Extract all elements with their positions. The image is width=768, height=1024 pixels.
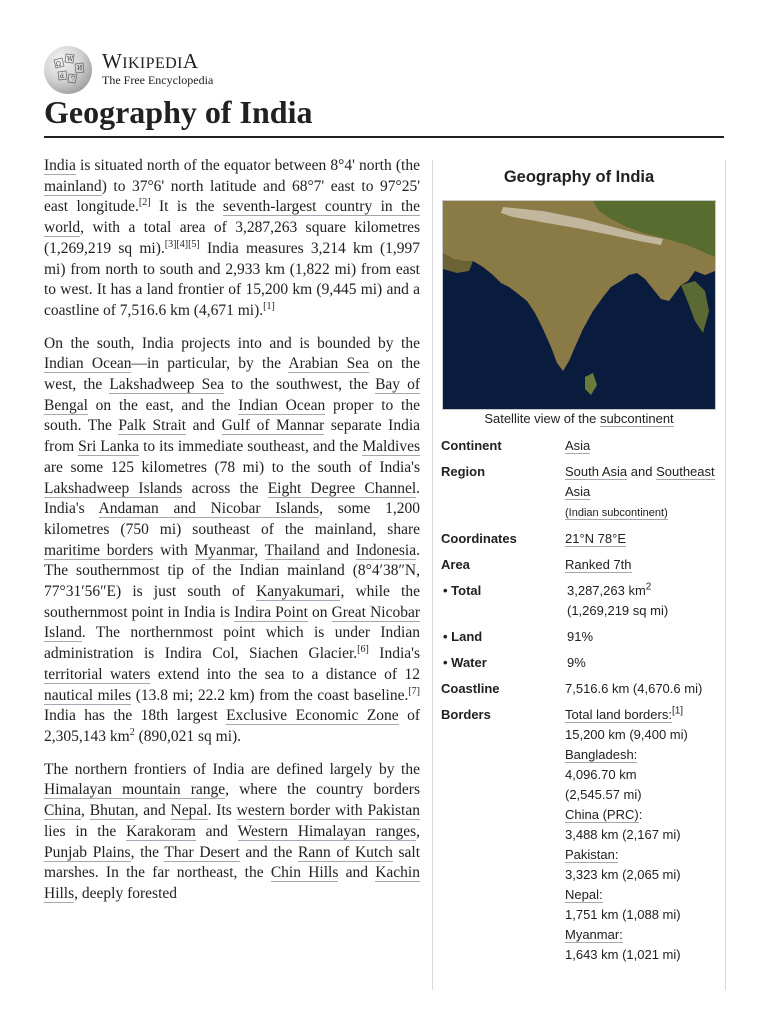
text-run: 4,096.70 km <box>565 767 637 782</box>
text-run: proper to the south. The <box>44 396 420 435</box>
page-title: Geography of India <box>44 92 724 138</box>
infobox-value <box>565 436 723 456</box>
infobox-value <box>565 462 723 523</box>
inline-link[interactable]: Chin Hills <box>270 864 339 882</box>
wikipedia-globe-logo[interactable] <box>44 46 92 94</box>
caption-prefix: Satellite view of the <box>484 411 600 426</box>
infobox-row <box>441 679 723 699</box>
inline-link[interactable]: nautical miles <box>44 686 132 704</box>
text-run: and <box>319 541 356 559</box>
inline-link[interactable]: Exclusive Economic Zone <box>226 707 399 725</box>
superscript: [3][4][5] <box>164 238 200 250</box>
inline-link[interactable]: territorial waters <box>44 665 151 683</box>
inline-link[interactable]: Nepal: <box>565 887 603 902</box>
inline-link[interactable]: Pakistan: <box>565 847 619 862</box>
text-run: ) to 37°6' north latitude and 68°7' east to 97°25' east longitude. <box>44 177 420 216</box>
text-run: 9% <box>567 655 586 670</box>
infobox-value <box>567 653 723 673</box>
inline-link[interactable]: Indian Ocean <box>238 396 326 414</box>
text-run: to its immediate southeast, and the <box>139 438 363 456</box>
text-run: 7,516.6 km (4,670.6 mi) <box>565 681 703 696</box>
inline-link[interactable]: western border with Pakistan <box>236 802 420 820</box>
text-run: and <box>627 464 657 479</box>
text-run: It is the <box>150 198 223 216</box>
text-run: lies in the <box>44 822 127 840</box>
infobox-label: • Total <box>443 583 482 598</box>
inline-link[interactable]: Eight Degree Channel <box>267 479 417 497</box>
text-run: , deeply forested <box>74 884 178 902</box>
inline-link[interactable]: Western Himalayan ranges <box>237 822 417 840</box>
svg-text:И: И <box>77 65 83 72</box>
infobox-row <box>441 705 723 965</box>
infobox-value <box>565 679 723 699</box>
text-run: 15,200 km (9,400 mi) <box>565 727 688 742</box>
text-run: across the <box>182 479 268 497</box>
inline-link[interactable]: South Asia <box>565 464 628 479</box>
inline-link[interactable]: China <box>44 802 82 820</box>
inline-link[interactable]: Himalayan mountain range <box>44 781 226 799</box>
map-caption <box>433 411 725 426</box>
satellite-map-svg <box>443 201 715 409</box>
inline-link[interactable]: Arabian Sea <box>288 355 369 373</box>
infobox-label: Coordinates <box>441 531 517 546</box>
inline-link[interactable]: 21°N 78°E <box>565 531 626 546</box>
inline-link[interactable]: Bangladesh: <box>565 747 638 762</box>
inline-link[interactable]: Nepal <box>170 802 208 820</box>
text-run: with <box>153 541 195 559</box>
article-paragraph <box>44 334 420 748</box>
infobox-label: Continent <box>441 438 502 453</box>
text-run: and <box>186 417 222 435</box>
inline-link[interactable]: Indira Point <box>234 603 308 621</box>
text-run: , and <box>134 802 171 820</box>
inline-link[interactable]: Indian Ocean <box>44 355 132 373</box>
inline-link[interactable]: Kanyakumari <box>256 583 341 601</box>
inline-link[interactable]: Punjab Plains <box>44 843 131 861</box>
svg-text:Ω: Ω <box>56 61 61 68</box>
inline-link[interactable]: maritime borders <box>44 541 154 559</box>
wordmark-last: A <box>182 49 199 73</box>
inline-link[interactable]: Ranked 7th <box>565 557 632 572</box>
text-run: (890,021 sq mi). <box>134 727 242 745</box>
inline-link[interactable]: seventh-largest country in the world <box>44 198 420 237</box>
article-paragraph <box>44 760 420 905</box>
inline-link[interactable]: Sri Lanka <box>78 438 140 456</box>
inline-link[interactable]: Andaman and Nicobar Islands <box>98 500 320 518</box>
text-run: on the east, and the <box>87 396 239 414</box>
infobox-row <box>441 653 723 673</box>
infobox <box>432 160 726 990</box>
text-run: salt marshes. In the far northeast, the <box>44 843 420 882</box>
svg-text:W: W <box>67 56 74 63</box>
infobox-value <box>565 555 723 575</box>
infobox-value <box>567 627 723 647</box>
superscript: [1] <box>263 300 275 312</box>
superscript: [6] <box>357 644 369 656</box>
inline-link[interactable]: Asia <box>565 438 591 453</box>
inline-link[interactable]: Bhutan <box>89 802 135 820</box>
infobox-value <box>565 705 723 965</box>
satellite-map-image[interactable] <box>442 200 716 410</box>
inline-link[interactable]: Great Nicobar Island <box>44 603 420 642</box>
text-run: is situated north of the equator between 8°4' north (the <box>75 157 420 174</box>
superscript: [2] <box>138 197 151 209</box>
infobox-rows <box>441 436 723 971</box>
text-run: . India's <box>44 479 421 518</box>
inline-link[interactable]: Karakoram <box>126 822 196 840</box>
infobox-value <box>567 581 723 621</box>
text-run: . Its <box>207 802 237 820</box>
inline-link[interactable]: Thar Desert <box>164 843 240 861</box>
text-run: , some 1,200 kilometres (750 mi) southeast of the mainland, share <box>44 500 420 538</box>
text-run: India measures 3,214 km (1,997 mi) from north to south and 2,933 km (1,822 mi) from east to west. It has a land frontier of 15,200 km (9,445 mi) and a coastline of 7,516.6 km (4,671 mi). <box>44 239 420 319</box>
inline-link[interactable]: Total land borders: <box>565 707 672 722</box>
infobox-value <box>565 529 723 549</box>
infobox-label: Area <box>441 557 470 572</box>
inline-link[interactable]: Thailand <box>264 541 320 559</box>
inline-link[interactable]: China (PRC) <box>565 807 639 822</box>
inline-link[interactable]: Lakshadweep Sea <box>109 376 224 394</box>
superscript: 2 <box>645 581 652 593</box>
infobox-label: Coastline <box>441 681 500 696</box>
text-run: , with a total area of 3,287,263 square kilometres (1,269,219 sq mi). <box>44 219 420 257</box>
superscript: [1] <box>671 705 684 717</box>
infobox-row <box>441 581 723 621</box>
superscript: [7] <box>408 685 420 697</box>
inline-link[interactable]: Lakshadweep Islands <box>44 479 183 497</box>
caption-link-subcontinent[interactable]: subcontinent <box>599 411 674 426</box>
text-run: (13.8 mi; 22.2 km) from the coast baseline. <box>131 686 409 704</box>
text-run: 3,287,263 km <box>567 583 646 598</box>
inline-link[interactable]: Gulf of Mannar <box>221 417 325 435</box>
wordmark-first: W <box>102 49 123 73</box>
text-run: are some 125 kilometres (78 mi) to the south of India's <box>44 458 420 476</box>
text-run: and the <box>239 843 299 861</box>
text-run: —in particular, by the <box>131 355 289 373</box>
text-run: (1,269,219 sq mi) <box>567 603 669 618</box>
wordmark-mid: IKIPEDI <box>122 55 183 72</box>
text-run: separate India from <box>44 417 420 456</box>
superscript: 2 <box>129 726 135 738</box>
text-run: India has the 18th largest <box>44 707 227 725</box>
text-run: 91% <box>567 629 594 644</box>
text-run: on the west, the <box>44 355 420 394</box>
text-run: , <box>81 802 90 820</box>
inline-link[interactable]: Kachin Hills <box>44 864 420 902</box>
infobox-row <box>441 529 723 549</box>
text-run: and <box>195 822 238 840</box>
text-run: 3,488 km (2,167 mi) <box>565 827 681 842</box>
text-run: . The southernmost tip of the Indian mainland (8°4′38″N, 77°31′56″E) is just south of <box>44 541 420 601</box>
text-run: , <box>254 541 265 559</box>
inline-link[interactable]: Bay of Bengal <box>44 376 420 414</box>
text-run: and <box>338 864 376 882</box>
text-run: The northern frontiers of India are defined largely by the <box>44 760 420 778</box>
inline-link[interactable]: Myanmar <box>194 541 255 559</box>
text-run: 3,323 km (2,065 mi) <box>565 867 681 882</box>
inline-link[interactable]: Rann of Kutch <box>298 843 393 861</box>
infobox-row <box>441 627 723 647</box>
text-run: On the south, India projects into and is bounded by the <box>44 334 420 352</box>
infobox-label: Region <box>441 464 486 479</box>
infobox-row <box>441 436 723 456</box>
text-run: 1,751 km (1,088 mi) <box>565 907 681 922</box>
text-run: 1,643 km (1,021 mi) <box>565 947 681 962</box>
inline-link[interactable]: Maldives <box>362 438 420 456</box>
infobox-title: Geography of India <box>503 168 655 186</box>
infobox-label: Borders <box>441 707 491 722</box>
inline-link[interactable]: India <box>44 157 76 174</box>
text-run: , while the southernmost point in India is <box>44 583 420 621</box>
text-run: , where the country borders <box>225 781 420 799</box>
infobox-label: • Water <box>443 655 487 670</box>
site-tagline: The Free Encyclopedia <box>102 73 214 87</box>
inline-link[interactable]: (Indian subcontinent) <box>565 507 668 519</box>
inline-link[interactable]: Indonesia <box>355 541 417 559</box>
text-run: , the <box>130 843 165 861</box>
text-run: on <box>307 603 332 621</box>
text-run: to the southwest, the <box>223 376 376 394</box>
infobox-row <box>441 462 723 523</box>
infobox-label: • Land <box>443 629 483 644</box>
text-run: : <box>638 807 643 822</box>
site-wordmark[interactable] <box>102 49 198 74</box>
article-paragraph <box>44 156 420 322</box>
infobox-row <box>441 555 723 575</box>
text-run: extend into the sea to a distance of 12 <box>150 665 420 683</box>
svg-text:ウ: ウ <box>70 75 77 82</box>
text-run: , <box>416 822 420 840</box>
inline-link[interactable]: Palk Strait <box>118 417 187 435</box>
svg-text:ά: ά <box>60 73 65 80</box>
text-run: of 2,305,143 km <box>44 707 421 745</box>
inline-link[interactable]: Myanmar: <box>565 927 623 942</box>
text-run: . The northernmost point which is under Indian administration is Indira Col, Siachen Glacier. <box>44 624 420 663</box>
text-run: (2,545.57 mi) <box>565 787 642 802</box>
inline-link[interactable]: Southeast Asia <box>565 464 715 499</box>
inline-link[interactable]: mainland <box>44 177 102 195</box>
article-body <box>44 156 420 917</box>
text-run: India's <box>368 645 420 663</box>
